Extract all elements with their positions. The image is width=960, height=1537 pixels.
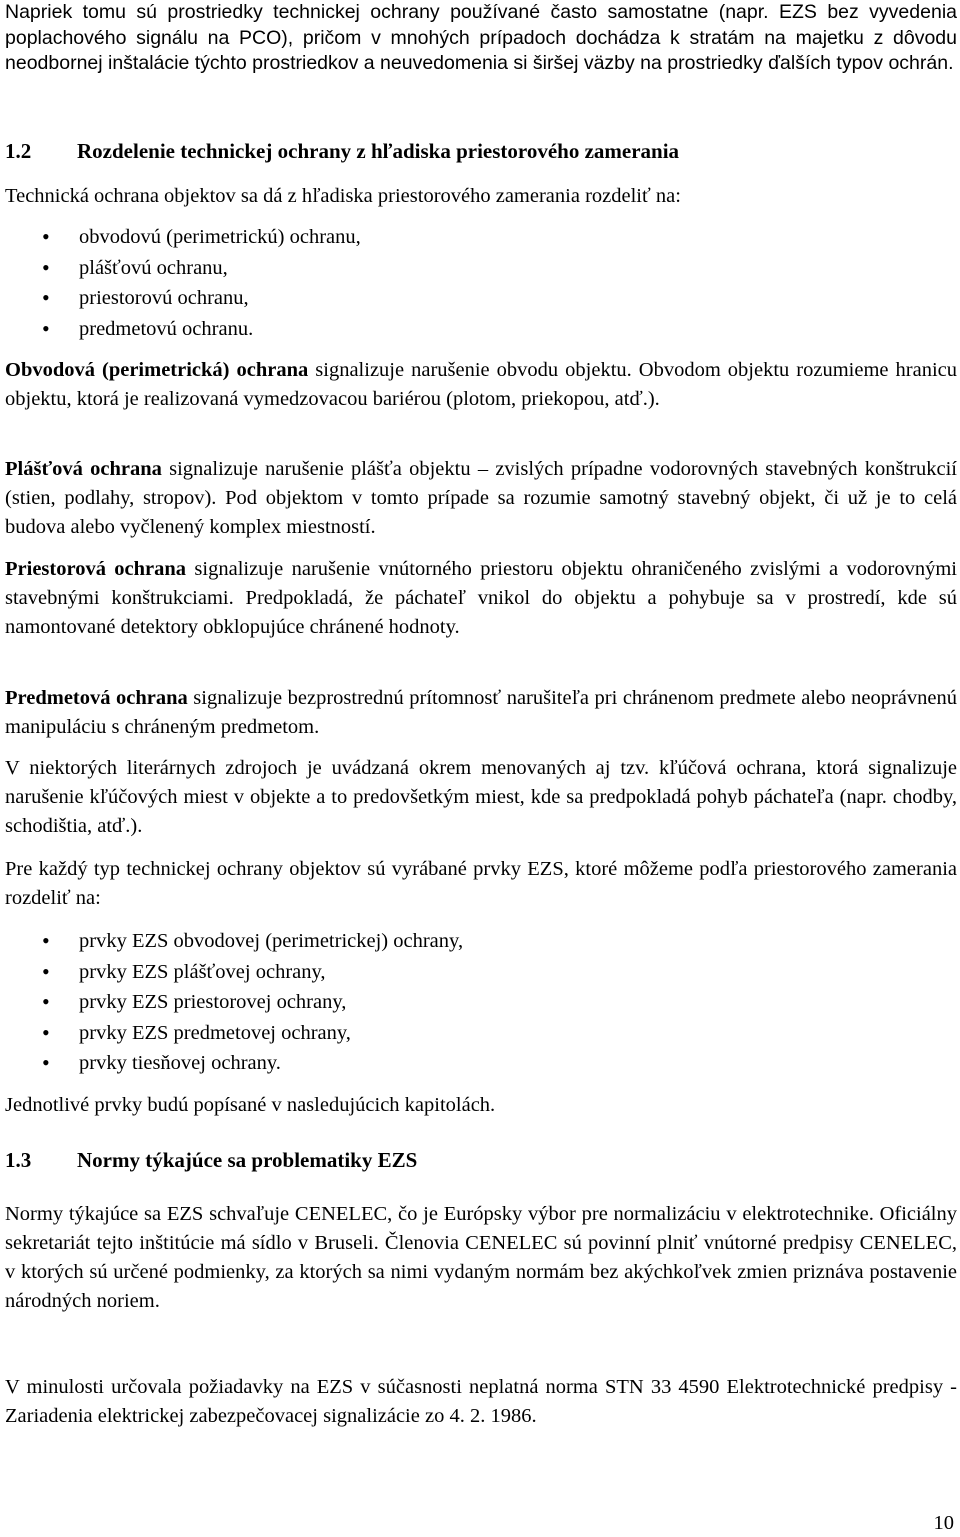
list-item: • prvky EZS priestorovej ochrany, — [5, 987, 957, 1018]
obvodova-text: signalizuje narušenie obvodu objektu. Obvodom objektu rozumieme hranicu objektu, ktorá je realizovaná vymedzovacou bariérou (plotom, priekopou, atď.). — [5, 359, 957, 410]
protection-types-list — [5, 222, 957, 344]
priestorova-text: signalizuje narušenie vnútorného priestoru objektu ohraničeného zvislými a vodorovnými stavebnými konštrukciami. Predpokladá, že páchateľ vnikol do objektu a pohybuje sa v prostredí, kde sú namontované detektory obklopujúce chránené hodnoty. — [5, 558, 957, 638]
section-1-2-title: Rozdelenie technickej ochrany z hľadiska priestorového zamerania — [77, 139, 680, 163]
page-number: 10 — [933, 1512, 954, 1534]
normy-paragraph-2: V minulosti určovala požiadavky na EZS v súčasnosti neplatná norma STN 33 4590 Elektrotechnické predpisy - Zariadenia elektrickej zabezpečovacej signalizácie zo 4. 2. 1986. — [5, 1376, 957, 1427]
ezs-elements-list — [5, 926, 957, 1079]
list-item: • prvky EZS plášťovej ochrany, — [5, 957, 957, 988]
section-1-3-title: Normy týkajúce sa problematiky EZS — [77, 1148, 418, 1172]
list-item: • prvky EZS obvodovej (perimetrickej) ochrany, — [5, 926, 957, 957]
normy-paragraph-1: Normy týkajúce sa EZS schvaľuje CENELEC, čo je Európsky výbor pre normalizáciu v elektrotechnike. Oficiálny sekretariát tejto inštitúcie má sídlo v Bruseli. Členovia CENELEC sú povinní plniť vnútorné predpisy CENELEC, v ktorých sú určené podmienky, za ktorých sa nimi vydaným normám bez akýchkoľvek zmien priznáva postavenie národných noriem. — [5, 1203, 957, 1312]
klucova-paragraph: V niektorých literárnych zdrojoch je uvádzaná okrem menovaných aj tzv. kľúčová ochrana, ktorá signalizuje narušenie kľúčových miest v objekte a to predovšetkým miest, kde sa predpokladá pohyb páchateľa (napr. chodby, schodištia, atď.). — [5, 757, 957, 837]
list-item: • predmetovú ochranu. — [5, 314, 957, 345]
closing-paragraph: Jednotlivé prvky budú popísané v nasledujúcich kapitolách. — [5, 1094, 496, 1116]
intro-paragraph: Napriek tomu sú prostriedky technickej ochrany používané často samostatne (napr. EZS bez vyvedenia poplachového signálu na PCO), pričom v mnohých prípadoch dochádza k stratám na majetku z dôvodu neodbornej inštalácie týchto prostriedkov a neuvedomenia si širšej väzby na prostriedky ďalších typov ochrán. — [5, 1, 957, 74]
section-1-3-number: 1.3 — [5, 1148, 32, 1172]
list-item: • prvky tiesňovej ochrany. — [5, 1048, 957, 1079]
section-1-3-heading — [5, 1146, 957, 1175]
section-1-2-heading — [5, 137, 957, 166]
priestorova-term: Priestorová ochrana — [5, 558, 187, 580]
obvodova-term: Obvodová (perimetrická) ochrana — [5, 359, 309, 381]
list-item: • priestorovú ochranu, — [5, 283, 957, 314]
predmetova-text: signalizuje bezprostrednú prítomnosť narušiteľa pri chránenom predmete alebo neoprávnenú manipuláciu s chráneným predmetom. — [5, 687, 957, 738]
priestorova-paragraph — [5, 555, 957, 642]
section-1-2-number: 1.2 — [5, 139, 32, 163]
section-1-2-lead: Technická ochrana objektov sa dá z hľadiska priestorového zamerania rozdeliť na: — [5, 185, 681, 207]
list-item: • plášťovú ochranu, — [5, 253, 957, 284]
prvky-lead-paragraph: Pre každý typ technickej ochrany objektov sú vyrábané prvky EZS, ktoré môžeme podľa priestorového zamerania rozdeliť na: — [5, 858, 957, 909]
list-item: • prvky EZS predmetovej ochrany, — [5, 1018, 957, 1049]
obvodova-paragraph — [5, 356, 957, 414]
plastova-text: signalizuje narušenie plášťa objektu – zvislých prípadne vodorovných stavebných konštrukcií (stien, podlahy, stropov). Pod objektom v tomto prípade sa rozumie samotný stavebný objekt, či už je to celá budova alebo vyčlenený komplex miestností. — [5, 458, 957, 538]
list-item: • obvodovú (perimetrickú) ochranu, — [5, 222, 957, 253]
plastova-term: Plášťová ochrana — [5, 458, 162, 480]
plastova-paragraph — [5, 455, 957, 542]
predmetova-term: Predmetová ochrana — [5, 687, 188, 709]
predmetova-paragraph — [5, 684, 957, 742]
